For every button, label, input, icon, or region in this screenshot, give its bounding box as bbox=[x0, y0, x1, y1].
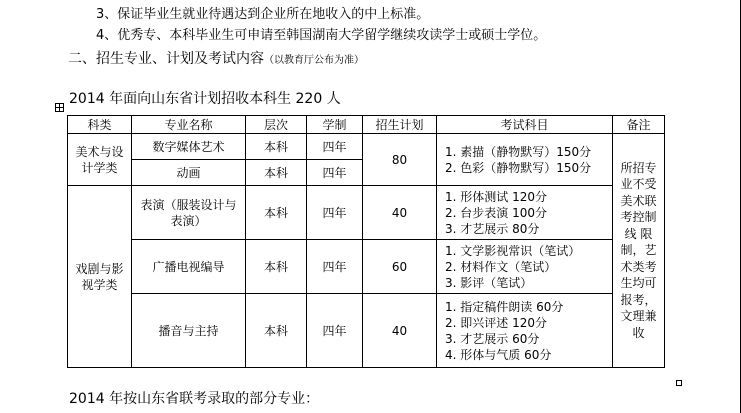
subject-line: 2. 色彩（静物默写）150分 bbox=[445, 160, 592, 175]
subjects-cell bbox=[437, 294, 613, 368]
intro-item-3: 3、保证毕业生就业待遇达到企业所在地收入的中上标准。 bbox=[96, 7, 430, 22]
level-cell: 本科 bbox=[246, 294, 307, 368]
intro-item-4: 4、优秀专、本科毕业生可申请至韩国湖南大学留学继续攻读学士或硕士学位。 bbox=[96, 28, 547, 43]
header-cell: 备注 bbox=[613, 116, 665, 134]
years-cell: 四年 bbox=[307, 294, 363, 368]
major-cell: 数字媒体艺术 bbox=[132, 134, 246, 160]
subject-line: 3. 影评（笔试） bbox=[445, 275, 533, 290]
subjects-cell bbox=[437, 186, 613, 240]
plan-cell: 60 bbox=[363, 240, 437, 294]
subject-line: 3. 才艺展示 60分 bbox=[445, 331, 540, 346]
subject-line: 3. 才艺展示 80分 bbox=[445, 221, 540, 236]
plan-cell: 40 bbox=[363, 294, 437, 368]
header-cell: 招生计划 bbox=[363, 116, 437, 134]
header-cell: 科类 bbox=[68, 116, 132, 134]
years-cell: 四年 bbox=[307, 160, 363, 186]
category-cell: 戏剧与影视学类 bbox=[68, 186, 132, 368]
remark-cell: 所招专业不受美术联考控制 线 限制，艺术类考生均可报考，文理兼收 bbox=[613, 134, 665, 368]
years-cell: 四年 bbox=[307, 134, 363, 160]
subject-line: 1. 形体测试 120分 bbox=[445, 189, 547, 204]
level-cell: 本科 bbox=[246, 160, 307, 186]
subject-line: 1. 指定稿件朗读 60分 bbox=[445, 299, 564, 314]
subject-line: 2. 台步表演 100分 bbox=[445, 205, 547, 220]
table-row bbox=[68, 240, 665, 294]
subjects-cell bbox=[437, 134, 613, 186]
table-row bbox=[68, 134, 665, 160]
subject-line: 1. 素描（静物默写）150分 bbox=[445, 144, 592, 159]
subject-line: 2. 材料作文（笔试） bbox=[445, 259, 557, 274]
level-cell: 本科 bbox=[246, 240, 307, 294]
subject-line: 1. 文学影视常识（笔试） bbox=[445, 243, 581, 258]
level-cell: 本科 bbox=[246, 186, 307, 240]
admission-table bbox=[67, 115, 665, 368]
years-cell: 四年 bbox=[307, 186, 363, 240]
section-heading bbox=[68, 48, 364, 68]
table-caption: 2014 年面向山东省计划招收本科生 220 人 bbox=[69, 91, 341, 107]
table-row bbox=[68, 294, 665, 368]
header-cell: 考试科目 bbox=[437, 116, 613, 134]
level-cell: 本科 bbox=[246, 134, 307, 160]
section-title: 二、招生专业、计划及考试内容 bbox=[68, 51, 264, 67]
major-cell: 表演（服装设计与表演） bbox=[132, 186, 246, 240]
subjects-cell bbox=[437, 240, 613, 294]
header-cell: 学制 bbox=[307, 116, 363, 134]
major-cell: 动画 bbox=[132, 160, 246, 186]
category-cell: 美术与设计学类 bbox=[68, 134, 132, 186]
table-row bbox=[68, 186, 665, 240]
major-cell: 广播电视编导 bbox=[132, 240, 246, 294]
major-cell: 播音与主持 bbox=[132, 294, 246, 368]
subject-line: 2. 即兴评述 120分 bbox=[445, 315, 547, 330]
table-resize-handle-icon[interactable] bbox=[676, 380, 682, 386]
plan-cell: 80 bbox=[363, 134, 437, 186]
subject-line: 4. 形体与气质 60分 bbox=[445, 347, 552, 362]
section-note: （以教育厅公布为准） bbox=[264, 55, 364, 66]
plan-cell: 40 bbox=[363, 186, 437, 240]
footer-line: 2014 年按山东省联考录取的部分专业： bbox=[69, 391, 320, 407]
table-move-handle-icon[interactable] bbox=[55, 103, 64, 112]
table-header-row bbox=[68, 116, 665, 134]
header-cell: 层次 bbox=[246, 116, 307, 134]
years-cell: 四年 bbox=[307, 240, 363, 294]
header-cell: 专业名称 bbox=[132, 116, 246, 134]
